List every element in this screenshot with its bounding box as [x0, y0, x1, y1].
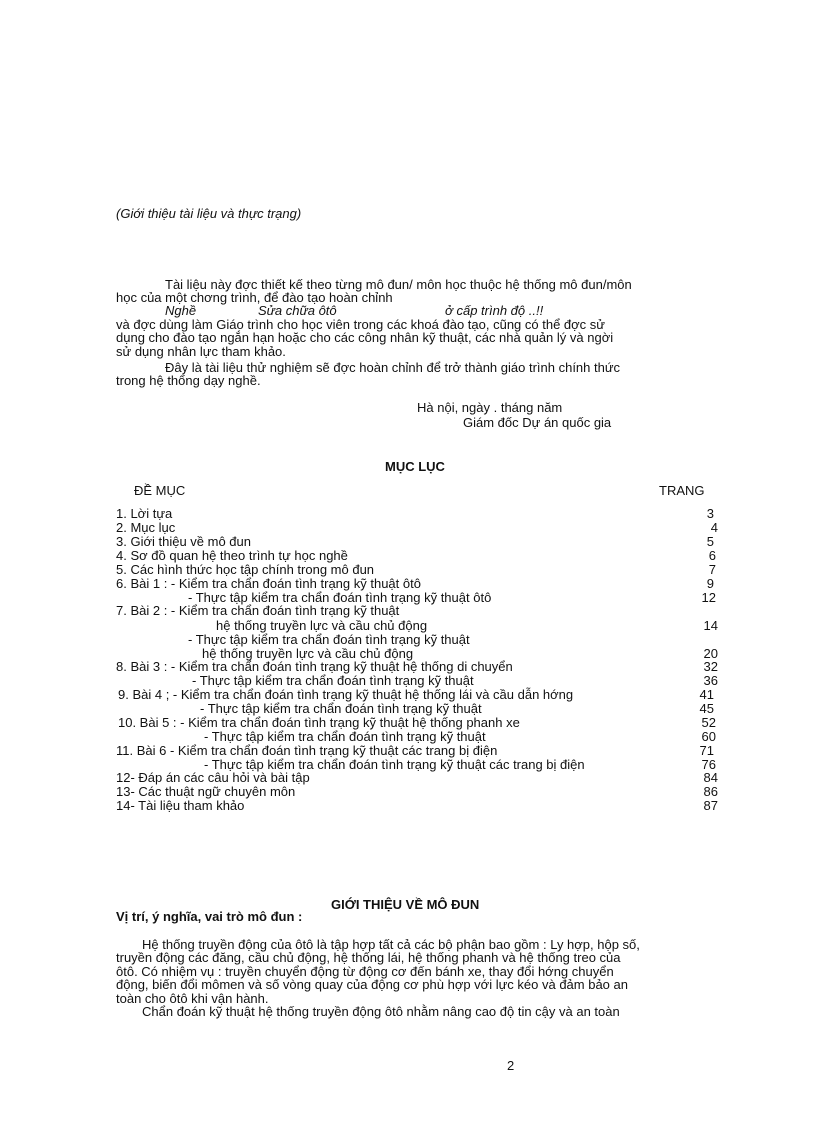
toc-row-label: - Thực tập kiểm tra chẩn đoán tình trạng kỹ thuật	[192, 673, 474, 688]
toc-row	[116, 744, 720, 758]
p1-line1: Tài liệu này đợc thiết kế theo từng mô đun/ môn học thuộc hệ thống mô đun/môn	[165, 277, 632, 292]
p1-line2: học của một chơng trình, để đào tạo hoàn chỉnh	[116, 290, 393, 305]
toc-row	[116, 535, 720, 549]
toc-row	[116, 563, 720, 577]
toc-row	[116, 633, 720, 647]
toc-row-label: 1. Lời tựa	[116, 506, 173, 521]
p2-line1: Đây là tài liệu thử nghiệm sẽ đợc hoàn chỉnh để trở thành giáo trình chính thức	[165, 360, 621, 375]
module-p1-line2: truyền động các đăng, cầu chủ động, hệ thống lái, hệ thống phanh và hệ thống treo của	[116, 950, 621, 965]
toc-row	[116, 702, 720, 716]
toc-row-page: 41	[699, 687, 714, 702]
toc-row	[116, 674, 720, 688]
toc-row-label: - Thực tập kiểm tra chẩn đoán tình trạng kỹ thuật	[200, 701, 482, 716]
page-number: 2	[507, 1058, 515, 1073]
toc-row-label: hệ thống truyền lực và cầu chủ động	[216, 618, 428, 633]
toc-row-label: hệ thống truyền lực và cầu chủ động	[202, 646, 414, 661]
toc-row-label: 12- Đáp án các câu hỏi và bài tập	[116, 770, 310, 785]
signature-title: Giám đốc Dự án quốc gia	[463, 415, 612, 430]
p1-line3-trade: Nghề	[165, 303, 197, 318]
toc-row-label: 14- Tài liệu tham khảo	[116, 798, 245, 813]
intro-heading: (Giới thiệu tài liệu và thực trạng)	[116, 206, 302, 221]
toc-row-page: 87	[703, 798, 718, 813]
p1-line6: sử dụng nhân lực tham khảo.	[116, 344, 286, 359]
toc-row-page: 76	[701, 757, 716, 772]
toc-row	[116, 660, 720, 674]
toc-row-label: - Thực tập kiểm tra chẩn đoán tình trạng kỹ thuật các trang bị điện	[204, 757, 585, 772]
toc-row-page: 12	[701, 590, 716, 605]
toc-row	[116, 771, 720, 785]
toc-row	[116, 619, 720, 633]
toc-row-page: 14	[703, 618, 718, 633]
toc-row-label: 9. Bài 4 ; - Kiểm tra chẩn đoán tình trạng kỹ thuật hệ thống lái và cầu dẫn hớng	[118, 687, 574, 702]
p2-line2: trong hệ thống dạy nghề.	[116, 373, 261, 388]
toc-row-page: 32	[703, 659, 718, 674]
module-section-subheading: Vị trí, ý nghĩa, vai trò mô đun :	[116, 909, 303, 924]
p1-line3-level: ở cấp trình độ ..!!	[445, 303, 544, 318]
toc-row	[116, 577, 720, 591]
toc-row-page: 20	[703, 646, 718, 661]
toc-row-label: 6. Bài 1 : - Kiểm tra chẩn đoán tình trạng kỹ thuật ôtô	[116, 576, 421, 591]
toc-row	[116, 604, 720, 618]
p1-line4: và đợc dùng làm Giáo trình cho học viên trong các khoá đào tạo, cũng có thể đợc sử	[116, 317, 605, 332]
toc-row-label: - Thực tập kiểm tra chẩn đoán tình trạng kỹ thuật	[204, 729, 486, 744]
module-p1-line4: động, biến đổi mômen và số vòng quay của động cơ phù hợp với lực kéo và đảm bảo an	[116, 977, 628, 992]
toc-row-label: 5. Các hình thức học tập chính trong mô đun	[116, 562, 375, 577]
toc-row-page: 60	[701, 729, 716, 744]
toc-row	[116, 549, 720, 563]
module-p2-line1: Chẩn đoán kỹ thuật hệ thống truyền động ôtô nhằm nâng cao độ tin cậy và an toàn	[142, 1004, 620, 1019]
module-p1-line1: Hệ thống truyền động của ôtô là tập hợp tất cả các bộ phận bao gồm : Ly hợp, hộp số,	[142, 937, 640, 952]
toc-row	[116, 507, 720, 521]
signature-place-date: Hà nội, ngày . tháng năm	[417, 400, 563, 415]
toc-col-right: TRANG	[659, 483, 705, 498]
toc-row-label: - Thực tập kiểm tra chẩn đoán tình trạng kỹ thuật	[188, 632, 470, 647]
toc-row-label: 11. Bài 6 - Kiểm tra chẩn đoán tình trạng kỹ thuật các trang bị điện	[116, 743, 498, 758]
toc-row-page: 52	[701, 715, 716, 730]
toc-row-page: 5	[706, 534, 714, 549]
toc-row-label: 7. Bài 2 : - Kiểm tra chẩn đoán tình trạng kỹ thuật	[116, 603, 400, 618]
toc-row	[116, 799, 720, 813]
toc-row-label: - Thực tập kiểm tra chẩn đoán tình trạng kỹ thuật ôtô	[188, 590, 492, 605]
module-section-title: GIỚI THIỆU VỀ MÔ ĐUN	[331, 897, 480, 912]
toc-row-label: 3. Giới thiệu về mô đun	[116, 534, 251, 549]
toc-row-page: 45	[699, 701, 714, 716]
toc-row-label: 8. Bài 3 : - Kiểm tra chẩn đoán tình trạng kỹ thuật hệ thống di chuyển	[116, 659, 513, 674]
toc-row-page: 86	[703, 784, 718, 799]
module-p1-line3: ôtô. Có nhiệm vụ : truyền chuyển động từ động cơ đến bánh xe, thay đổi hớng chuyển	[116, 964, 614, 979]
toc-row-page: 7	[708, 562, 716, 577]
toc-row-label: 13- Các thuật ngữ chuyên môn	[116, 784, 296, 799]
toc-row-page: 9	[706, 576, 714, 591]
toc-row-label: 2. Mục lục	[116, 520, 176, 535]
toc-row-page: 6	[708, 548, 716, 563]
toc-row-page: 71	[699, 743, 714, 758]
module-p1-line5: toàn cho ôtô khi vận hành.	[116, 991, 269, 1006]
toc-row	[116, 716, 720, 730]
toc-row-label: 4. Sơ đồ quan hệ theo trình tự học nghề	[116, 548, 348, 563]
p1-line5: dụng cho đào tạo ngắn hạn hoặc cho các công nhân kỹ thuật, các nhà quản lý và ngời	[116, 330, 614, 345]
toc-title: MỤC LỤC	[385, 459, 445, 474]
toc-row	[116, 688, 720, 702]
toc-row-page: 84	[703, 770, 718, 785]
p1-line3-name: Sửa chữa ôtô	[258, 303, 337, 318]
toc-row-page: 4	[710, 520, 718, 535]
toc-row	[116, 521, 720, 535]
toc-row-label: 10. Bài 5 : - Kiểm tra chẩn đoán tình trạng kỹ thuật hệ thống phanh xe	[118, 715, 520, 730]
toc-row	[116, 785, 720, 799]
toc-col-left: ĐỀ MỤC	[134, 483, 186, 498]
toc-row	[116, 730, 720, 744]
toc-row-page: 3	[706, 506, 714, 521]
toc-row-page: 36	[703, 673, 718, 688]
